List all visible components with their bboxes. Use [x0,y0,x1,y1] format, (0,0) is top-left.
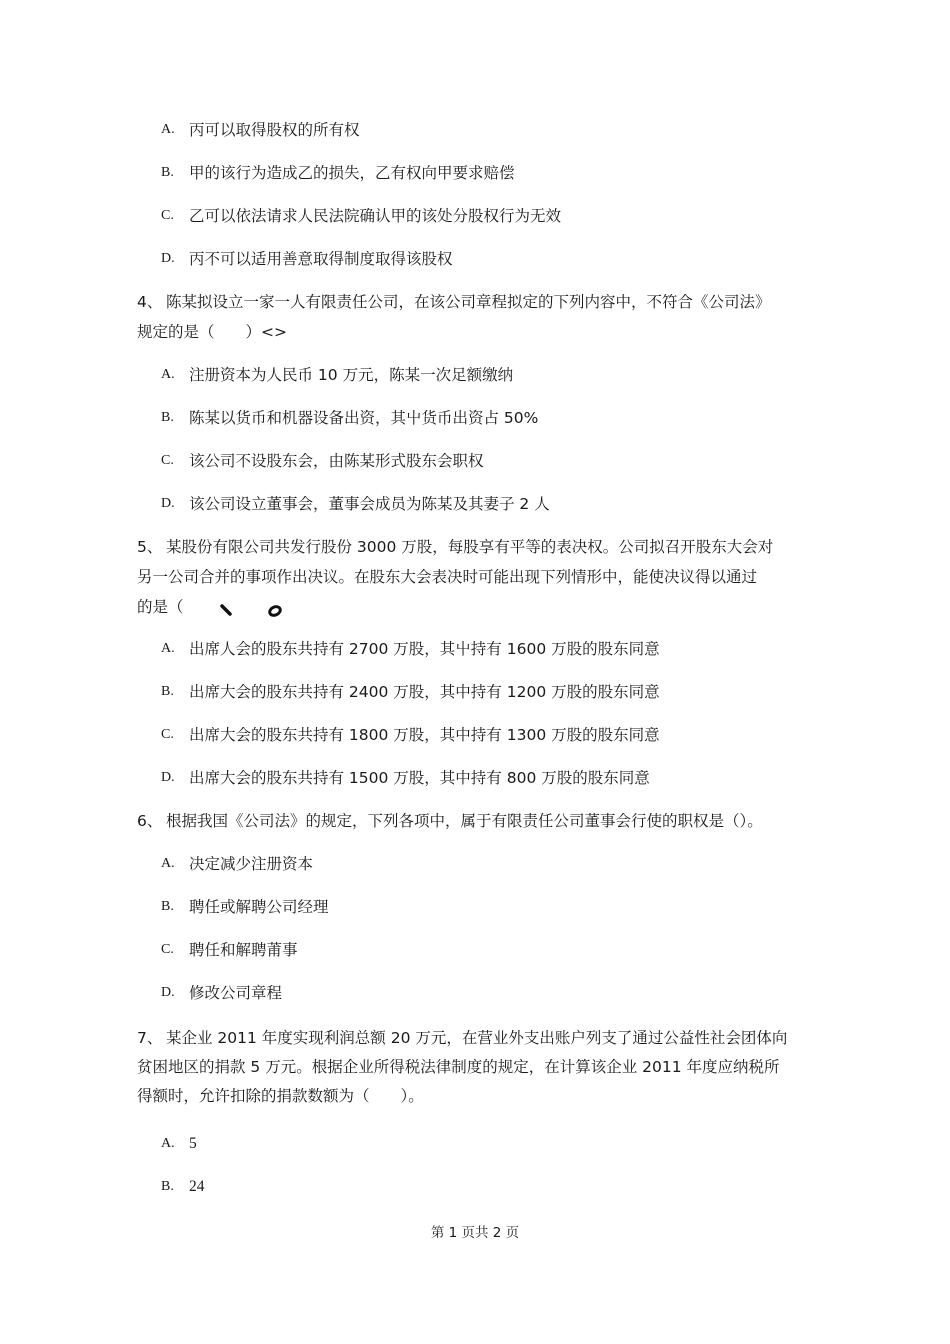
scan-mark-ring [268,605,281,617]
option-text: 丙可以取得股权的所有权 [189,121,360,139]
option-letter: B. [161,899,174,914]
option-letter: D. [161,770,175,785]
option-text: 该公司不设股东会，由陈某形式股东会职权 [189,452,484,470]
option-letter: A. [161,856,175,871]
question-text: 另一公司合并的事项作出决议。在股东大会表决时可能出现下列情形中，能使决议得以通过 [137,568,758,586]
option-text: 出席大会的股东共持有 1800 万股，其中持有 1300 万股的股东同意 [189,726,660,744]
question-text: 某企业 2011 年度实现利润总额 20 万元，在营业外支出账户列支了通过公益性社会团体向 [166,1029,788,1047]
question-text: 陈某拟设立一家一人有限责任公司，在该公司章程拟定的下列内容中，不符合《公司法》 [166,293,771,311]
question-text: 得额时，允许扣除的捐款数额为（ ）。 [137,1087,424,1105]
option-letter: C. [161,208,174,223]
question-number: 5、 [137,538,163,556]
option-text: 乙可以依法请求人民法院确认甲的该处分股权行为无效 [189,207,562,225]
option-text: 陈某以货币和机器设备出资，其屮货币出资占 50% [189,409,539,427]
question-number: 4、 [137,293,163,311]
option-text: 出席大会的股东共持有 2400 万股，其中持有 1200 万股的股东同意 [189,683,660,701]
question-number: 6、 [137,812,163,830]
scan-mark-graphic [218,600,288,622]
option-letter: C. [161,727,174,742]
option-letter: D. [161,251,175,266]
scan-mark-stroke [222,606,230,614]
option-letter: B. [161,165,174,180]
question-text: 规定的是（ ）<> [137,323,287,341]
option-letter: A. [161,1136,175,1151]
question-text: 贫困地区的捐款 5 万元。根据企业所得税法律制度的规定，在计算该企业 2011 年度应纳税所 [137,1058,780,1076]
option-text: 聘任或解聘公司经理 [189,898,329,916]
option-text: 出席人会的股东共持有 2700 万股，其屮持有 1600 万股的股东同意 [189,640,660,658]
question-text: 某股份有限公司共发行股份 3000 万股，每股享有平等的表决权。公司拟召开股东大会对 [166,538,774,556]
option-letter: D. [161,496,175,511]
option-letter: C. [161,453,174,468]
option-letter: A. [161,641,175,656]
option-text: 该公司设立董事会，董事会成员为陈某及其妻子 2 人 [189,495,550,513]
question-text: 的是（ [137,598,184,616]
option-letter: D. [161,985,175,1000]
option-letter: A. [161,367,175,382]
option-text: 聘任和解聘莆事 [189,941,298,959]
option-letter: B. [161,1179,174,1194]
option-text: 修改公司章程 [189,984,283,1002]
option-letter: B. [161,410,174,425]
option-text: 5 [189,1135,197,1152]
option-text: 丙不可以适用善意取得制度取得该股权 [189,250,453,268]
page-footer: 第 1 页共 2 页 [430,1225,520,1241]
question-text: 根据我国《公司法》的规定，下列各项中，属于有限责任公司董事会行使的职权是（）。 [166,812,763,830]
option-text: 出席大会的股东共持有 1500 万股，其中持有 800 万股的股东同意 [189,769,650,787]
option-text: 注册资本为人民币 10 万元，陈某一次足额缴纳 [189,366,514,384]
option-text: 甲的该行为造成乙的损失，乙有权向甲要求赔偿 [189,164,515,182]
option-text: 24 [189,1178,205,1195]
option-letter: A. [161,122,175,137]
option-letter: B. [161,684,174,699]
question-number: 7、 [137,1029,163,1047]
option-letter: C. [161,942,174,957]
option-text: 决定减少注册资本 [189,855,314,873]
